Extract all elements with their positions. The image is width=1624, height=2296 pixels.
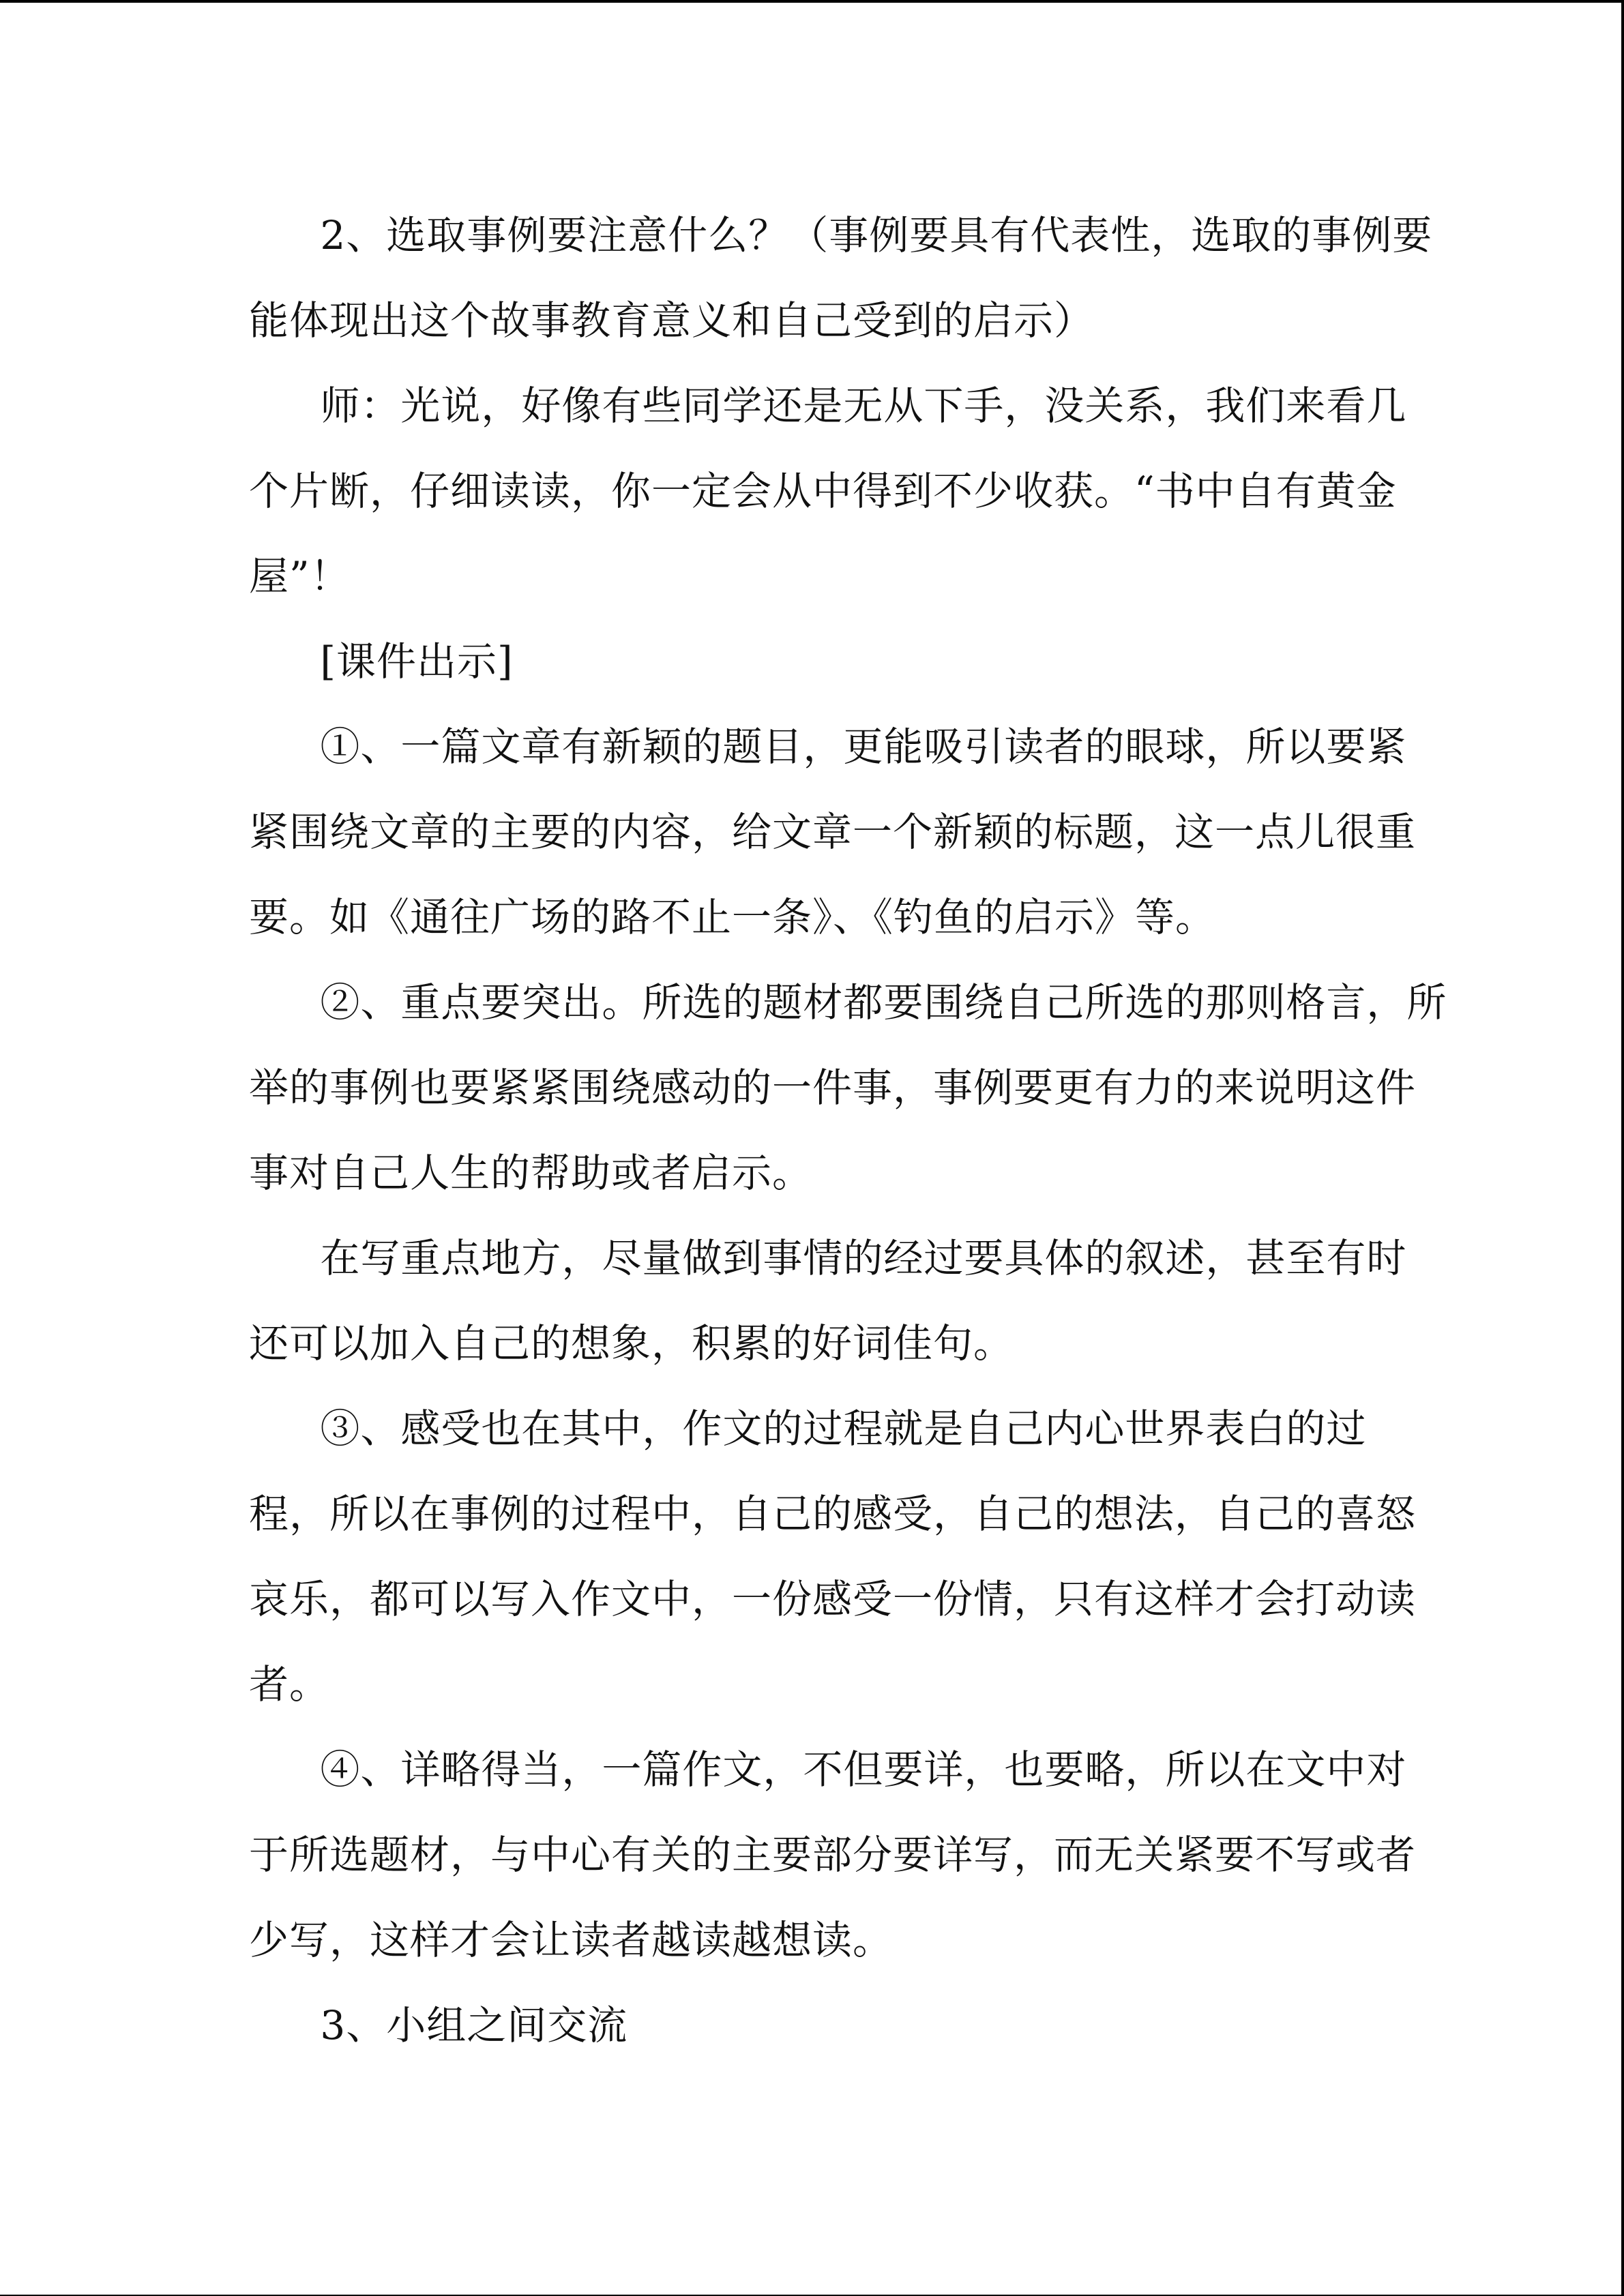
document-body (249, 193, 1447, 2068)
paragraph (249, 363, 1407, 619)
text-line: 个片断，仔细读读，你一定会从中得到不少收获。“书中自有黄金 (249, 468, 1397, 514)
text-line: [课件出示] (320, 638, 514, 685)
text-line: 要。如《通往广场的路不止一条》、《钓鱼的启示》等。 (249, 894, 1216, 940)
text-line: 能体现出这个故事教育意义和自己受到的启示） (249, 297, 1095, 344)
text-line: 2、选取事例要注意什么？（事例要具有代表性，选取的事例要 (320, 212, 1433, 258)
paragraph (249, 193, 1433, 363)
paragraph (249, 1386, 1417, 1727)
text-line: 紧围绕文章的主要的内容，给文章一个新颖的标题，这一点儿很重 (249, 809, 1417, 855)
scan-edge-right (1621, 0, 1624, 2296)
text-line: ①、一篇文章有新颖的题目，更能吸引读者的眼球，所以要紧 (320, 724, 1407, 770)
text-line: 程，所以在事例的过程中，自己的感受，自己的想法，自己的喜怒 (249, 1491, 1417, 1537)
scan-edge-top (0, 0, 1624, 3)
text-line: 在写重点地方，尽量做到事情的经过要具体的叙述，甚至有时 (320, 1235, 1407, 1281)
text-line: ④、详略得当，一篇作文，不但要详，也要略，所以在文中对 (320, 1746, 1407, 1793)
text-line: 于所选题材，与中心有关的主要部分要详写，而无关紧要不写或者 (249, 1832, 1417, 1878)
text-line: 者。 (249, 1661, 330, 1708)
text-line: 哀乐，都可以写入作文中，一份感受一份情，只有这样才会打动读 (249, 1576, 1417, 1622)
text-line: 还可以加入自己的想象，积累的好词佳句。 (249, 1320, 1014, 1367)
paragraph (249, 1983, 1395, 2068)
text-line: 少写，这样才会让读者越读越想读。 (249, 1917, 894, 1963)
paragraph (249, 960, 1447, 1216)
paragraph (249, 704, 1417, 960)
text-line: 屋”！ (249, 553, 351, 599)
paragraph (249, 619, 1395, 704)
text-line: 举的事例也要紧紧围绕感动的一件事，事例要更有力的来说明这件 (249, 1064, 1417, 1111)
text-line: ②、重点要突出。所选的题材都要围绕自己所选的那则格言，所 (320, 979, 1447, 1026)
text-line: 师：光说，好像有些同学还是无从下手，没关系，我们来看几 (320, 383, 1407, 429)
paragraph (249, 1216, 1407, 1386)
text-line: 事对自己人生的帮助或者启示。 (249, 1150, 813, 1196)
text-line: 3、小组之间交流 (320, 2002, 628, 2048)
paragraph (249, 1727, 1417, 1983)
text-line: ③、感受也在其中，作文的过程就是自己内心世界表白的过 (320, 1405, 1367, 1452)
